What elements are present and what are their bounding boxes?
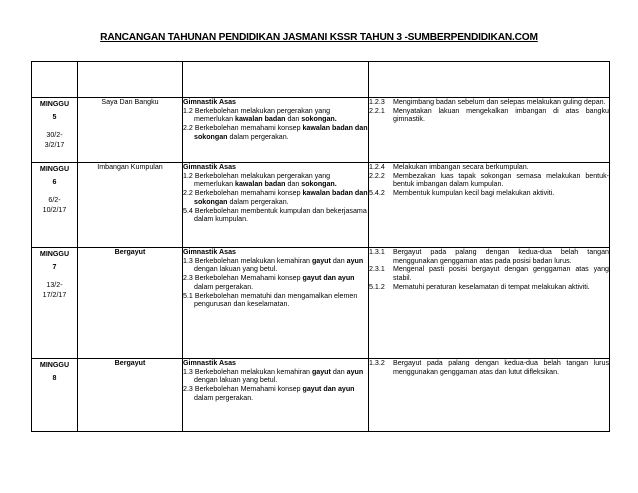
objective-code: 1.3.2	[369, 359, 385, 367]
week-label: MINGGU	[39, 100, 70, 108]
week-label: MINGGU	[39, 165, 70, 173]
objective-cell	[369, 248, 610, 359]
standard-item: 2.3 Berkebolehan Memahami konsep gayut dan ayun dalam pergerakan.	[183, 274, 355, 291]
week-cell	[32, 98, 78, 163]
standard-heading: Gimnastik Asas	[183, 248, 236, 256]
table-row	[32, 163, 610, 248]
week-date-end: 3/2/17	[44, 141, 65, 149]
objective-code: 2.2.2	[369, 171, 385, 180]
week-date-start: 6/2-	[48, 196, 61, 204]
standard-heading: Gimnastik Asas	[183, 163, 236, 171]
objective-text: Membezakan luas tapak sokongan semasa melakukan bentuk-bentuk imbangan dalam kumpulan.	[393, 171, 609, 189]
objective-code: 2.3.1	[369, 265, 385, 274]
table-row	[32, 359, 610, 432]
unit-cell: Bergayut	[78, 359, 183, 432]
objective-item	[369, 189, 609, 198]
objective-text: Membentuk kumpulan kecil bagi melakukan aktiviti.	[393, 189, 555, 198]
standard-item: 1.2 Berkebolehan melakukan pergerakan yang memerlukan kawalan badan dan sokongan.	[183, 171, 337, 189]
standard-cell	[183, 359, 369, 432]
standard-cell	[183, 163, 369, 248]
standard-item: 5.1 Berkebolehan mematuhi dan mengamalkan elemen pengurusan dan keselamatan.	[183, 291, 358, 309]
week-number: 7	[52, 263, 57, 271]
unit-cell: Saya Dan Bangku	[78, 98, 183, 163]
objective-code: 1.2.3	[369, 98, 385, 106]
week-cell	[32, 359, 78, 432]
objective-code: 2.2.1	[369, 106, 385, 115]
standard-heading: Gimnastik Asas	[183, 359, 236, 367]
objective-cell	[369, 163, 610, 248]
standard-item: 2.2 Berkebolehan memahami konsep kawalan badan dan sokongan dalam pergerakan.	[183, 189, 368, 206]
standard-cell	[183, 248, 369, 359]
table-row	[32, 98, 610, 163]
objective-item	[369, 163, 609, 172]
week-date	[32, 130, 77, 150]
table-header-row	[32, 62, 610, 98]
objective-text: Melakukan imbangan secara berkumpulan.	[393, 163, 529, 171]
objective-item	[369, 265, 609, 282]
objective-item	[369, 248, 609, 265]
week-number: 6	[52, 178, 57, 186]
standard-item: 5.4 Berkebolehan membentuk kumpulan dan bekerjasama dalam kumpulan.	[183, 206, 367, 224]
week-date-end: 10/2/17	[42, 206, 67, 214]
table-row	[32, 248, 610, 359]
header-cell-objective	[369, 62, 610, 98]
standard-heading: Gimnastik Asas	[183, 98, 236, 106]
objective-text: Menyatakan lakuan mengekalkan imbangan di atas bangku gimnastik.	[393, 106, 609, 124]
week-date-end: 17/2/17	[42, 291, 67, 299]
objective-code: 1.3.1	[369, 248, 385, 256]
standard-item: 1.3 Berkebolehan melakukan kemahiran gayut dan ayun dengan lakuan yang betul.	[183, 367, 364, 385]
week-cell	[32, 163, 78, 248]
week-number: 5	[52, 113, 57, 121]
objective-cell	[369, 98, 610, 163]
standard-cell	[183, 98, 369, 163]
unit-cell: Imbangan Kumpulan	[78, 163, 183, 248]
week-date-start: 30/2-	[46, 131, 63, 139]
header-cell-week	[32, 62, 78, 98]
header-cell-unit	[78, 62, 183, 98]
week-date	[32, 195, 77, 215]
week-date	[32, 280, 77, 300]
rpt-table	[31, 61, 610, 432]
objective-item	[369, 98, 609, 107]
objective-text: Mematuhi peraturan keselamatan di tempat melakukan aktiviti.	[393, 282, 590, 291]
objective-code: 5.4.2	[369, 189, 385, 198]
unit-cell: Bergayut	[78, 248, 183, 359]
objective-text: Bergayut pada palang dengan kedua-dua belah tangan lurus menggunakan genggaman atas dan lutut difleksikan.	[393, 359, 609, 376]
header-cell-standard	[183, 62, 369, 98]
objective-item	[369, 283, 609, 292]
objective-code: 1.2.4	[369, 163, 385, 171]
week-label: MINGGU	[39, 250, 70, 258]
objective-code: 5.1.2	[369, 282, 385, 291]
week-cell	[32, 248, 78, 359]
objective-item	[369, 107, 609, 124]
week-label: MINGGU	[39, 361, 70, 369]
objective-item	[369, 172, 609, 189]
objective-item	[369, 359, 609, 376]
standard-item: 2.2 Berkebolehan memahami konsep kawalan badan dan sokongan dalam pergerakan.	[183, 124, 368, 141]
week-number: 8	[52, 374, 57, 382]
objective-text: Mengenal pasti posisi bergayut dengan genggaman atas yang stabil.	[393, 265, 609, 283]
standard-item: 1.2 Berkebolehan melakukan pergerakan yang memerlukan kawalan badan dan sokongan.	[183, 106, 337, 124]
page-title: RANCANGAN TAHUNAN PENDIDIKAN JASMANI KSSR TAHUN 3 -SUMBERPENDIDIKAN.COM	[100, 32, 538, 43]
week-date-start: 13/2-	[46, 281, 63, 289]
standard-item: 2.3 Berkebolehan Memahami konsep gayut dan ayun dalam pergerakan.	[183, 385, 355, 402]
objective-text: Bergayut pada palang dengan kedua-dua belah tangan menggunakan genggaman atas pada posisi badan lurus.	[393, 248, 609, 265]
objective-cell	[369, 359, 610, 432]
standard-item: 1.3 Berkebolehan melakukan kemahiran gayut dan ayun dengan lakuan yang betul.	[183, 256, 364, 274]
objective-text: Mengimbang badan sebelum dan selepas melakukan guling depan.	[393, 98, 606, 106]
